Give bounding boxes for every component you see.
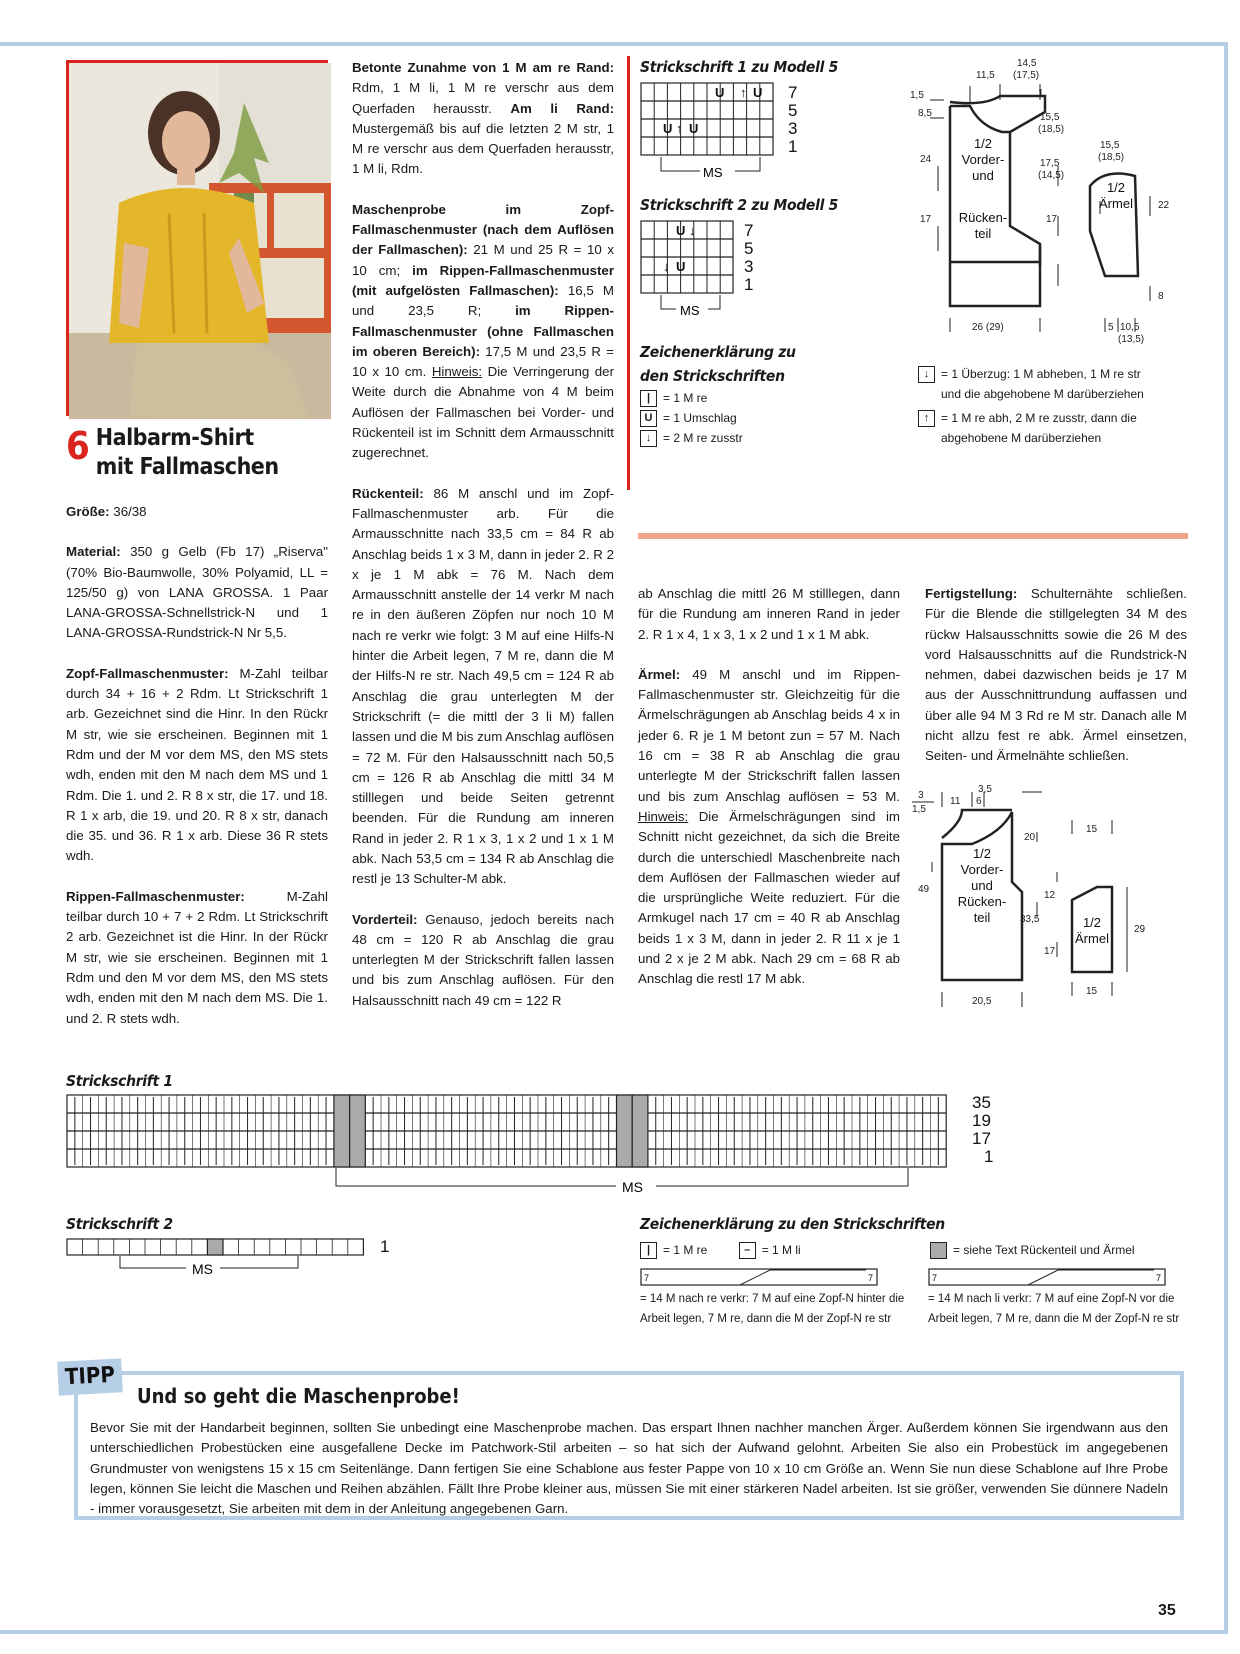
s2-row-1: 1 (380, 1237, 390, 1256)
cable-right-num-right: 7 (868, 1273, 874, 1283)
cable-right-symbol (640, 1268, 880, 1288)
s2-body-5: teil (973, 910, 991, 925)
column-3 (638, 584, 900, 1010)
svg-text:↓: ↓ (663, 259, 670, 274)
legend-2-right-l1: = 14 M nach re verkr: 7 M auf eine Zopf-N hinter die (640, 1293, 905, 1305)
s2-m-3: 3 (918, 790, 924, 801)
rippen-label: Rippen-Fallmaschenmuster: (66, 888, 245, 904)
schema-1-body-outline (950, 106, 1040, 306)
legend-2-cable-right (640, 1292, 904, 1326)
k2tog-symbol-icon: ↓ (640, 430, 657, 447)
legend-5-umschlag: = 1 Umschlag (663, 411, 737, 425)
cable-left-num-left: 7 (932, 1273, 938, 1283)
chart-5-1-title: Strickschrift 1 zu Modell 5 (640, 58, 838, 76)
chart-5-1-row-5: 5 (788, 101, 798, 120)
material-label: Material: (66, 544, 121, 560)
chart-5-1-row-3: 3 (788, 119, 798, 138)
s1-m-24: 24 (920, 154, 932, 165)
s1-body-5: teil (974, 226, 992, 241)
s1-m-top1: 14,5 (1017, 58, 1037, 69)
tipp-title: Und so geht die Maschenprobe! (137, 1384, 460, 1408)
s2-body-2: Vorder- (960, 862, 1004, 877)
chart-5-2-row-7: 7 (744, 221, 754, 240)
model-photo-illustration (69, 63, 331, 419)
material-text: 350 g Gelb (Fb 17) „Riserva" (70% Bio-Baumwolle, 30% Polyamid, LL = 125/50 g) von LANA GROSSA. 1 Paar LANA-GROSSA-Schnellstrick-N und 1 LANA-GROSSA-Rundstrick-N Nr 5,5. (66, 544, 328, 641)
s2-body-1: 1/2 (972, 846, 992, 861)
legend-5-zusstr: = 2 M re zusstr (663, 431, 743, 445)
s2-sleeve-2: Ärmel (1075, 931, 1109, 946)
s2-m-205: 20,5 (972, 996, 992, 1007)
strickschrift-1-title: Strickschrift 1 (66, 1072, 173, 1090)
strickschrift-2-ms: MS (192, 1261, 213, 1277)
s1-row-19: 19 (972, 1111, 991, 1130)
strickschrift-1-ms: MS (622, 1179, 643, 1195)
s1-s-105: 10,5 (1120, 322, 1140, 333)
s1-m-17l: 17 (920, 214, 932, 225)
grid-cell (350, 1095, 366, 1167)
zopf-label: Zopf-Fallmaschenmuster: (66, 665, 229, 681)
strickschrift-2 (66, 1238, 406, 1288)
s2-s-12: 12 (1044, 890, 1056, 901)
model-number: 6 (66, 424, 90, 468)
chart-5-1-row-1: 1 (788, 137, 798, 156)
column-2 (352, 58, 614, 1031)
legend-2-re: = 1 M re (663, 1243, 708, 1257)
legend-2-grey (930, 1240, 1135, 1260)
probe-label2: im Rippen-Fallmaschenmuster (mit aufgelösten Fallmaschen): (352, 262, 614, 298)
model-title-line2: mit Fallmaschen (95, 454, 279, 480)
legend-5-title-line1: Zeichenerklärung zu (640, 343, 796, 361)
legend-5-ueberzug-l1: = 1 Überzug: 1 M abheben, 1 M re str (941, 367, 1141, 381)
strickschrift-2-grid (67, 1239, 363, 1255)
chart-5-2-row-3: 3 (744, 257, 754, 276)
s1-m-185: (18,5) (1038, 124, 1065, 135)
svg-text:U: U (663, 121, 673, 136)
s1-m-15: 1,5 (910, 90, 924, 101)
probe-text3: 17,5 M und 23,5 R = 10 x 10 cm. (352, 343, 614, 380)
s2-m-335: 33,5 (1020, 914, 1040, 925)
strickschrift-1 (66, 1094, 1026, 1204)
column-4 (925, 584, 1187, 787)
s1-s-5: 5 (1108, 322, 1114, 333)
knit-symbol-icon: | (640, 1242, 657, 1259)
s1-m-26: 26 (29) (972, 322, 1004, 333)
legend-2-cable-left (928, 1292, 1179, 1326)
chart-5-1 (640, 82, 810, 182)
ruecken-text: 86 M anschl und im Zopf-Fallmaschenmuster arb. Für die Armausschnitte nach 33,5 cm = 84 R ab Anschlag beids 1 x 3 M, dann in jeder 2. R 2 x je 1 M abk = 76 M. Nach dem Armausschnitt anstelle der 14 verkr M nach re in den äußeren Zöpfen nur noch 10 M nach re verkr wie folgt: 3 M auf eine Hilfs-N hinter die Arbeit legen, 7 M re, dann die M der Hilfs-N re str. Nach 49,5 cm = 124 R ab Anschlag die grau unterlegten M der Strickschrift (= die mittl der 3 li M) fallen lassen und die M bis zum Anschlag auflösen = 72 M. Für den Halsausschnitt nach 50,5 cm = 126 R ab Anschlag die mittl 34 M stilllegen und beide Seiten getrennt beenden. Für die Rundung am inneren Rand in jeder 2. R 1 x 3, 1 x 2 und 1 x 1 M abk. Nach 53,5 cm = 134 R ab Anschlag die restl je 13 Schulter-M abk. (352, 485, 614, 887)
s1-s-135: (13,5) (1118, 334, 1145, 345)
s2-s-15bot: 15 (1086, 986, 1098, 997)
s1-m-1: 1 (1038, 88, 1044, 99)
svg-text:↓: ↓ (689, 223, 696, 238)
betont-label2: Am li Rand: (510, 100, 614, 116)
s2-sleeve-1: 1/2 (1082, 915, 1102, 930)
s2-m-20: 20 (1024, 832, 1036, 843)
legend-2-row (640, 1240, 801, 1260)
cable-left-num-right: 7 (1156, 1273, 1162, 1283)
strickschrift-1-grid (67, 1095, 946, 1167)
col3-hinweis-text: Die Ärmelschrägungen sind im Schnitt nicht gezeichnet, da sich die Breite durch die unterschiedl Maschenbreite nach dem Auflösen der Fallmaschen wieder auf die ursprüngliche Weite reduziert. Für die Armkugel nach 17 cm = 40 R ab Anschlag beids 1 x 3 M, dann in jeder 2. R 11 x je 1 und 2 x je 2 M abk. Nach 29 cm = 68 R ab Anschlag die restl 17 M abk. (638, 808, 900, 987)
grid-cell (617, 1095, 633, 1167)
vorder-label: Vorderteil: (352, 911, 418, 927)
s1-s-22: 22 (1158, 200, 1170, 211)
schema-2 (912, 782, 1192, 1022)
chart-5-2-row-1: 1 (744, 275, 754, 294)
legend-2-title: Zeichenerklärung zu den Strickschriften (640, 1215, 945, 1233)
page-number: 35 (1158, 1602, 1176, 1619)
hinweis-label: Hinweis: (431, 364, 483, 380)
svg-text:U: U (676, 259, 686, 274)
chart-5-1-row-7: 7 (788, 83, 798, 102)
divider-red (627, 56, 630, 490)
legend-2-left-l2: Arbeit legen, 7 M re, dann die M der Zopf-N re str (928, 1313, 1180, 1325)
s2-m-35: 3,5 (978, 784, 992, 795)
s2-m-49: 49 (918, 884, 930, 895)
probe-label: Maschenprobe im Zopf-Fallmaschenmuster (nach dem Auflösen der Fallmaschen): (352, 201, 614, 258)
svg-text:↑: ↑ (740, 85, 747, 100)
hinweis-text: Die Verringerung der Weite durch die Abnahme von 4 M beim Auflösen der Fallmaschen bei Vorder- und Rückenteil ist im Schnitt dem Armausschnitt zugerechnet. (352, 364, 614, 461)
legend-2-right-l2: Arbeit legen, 7 M re, dann die M der Zopf-N re str (640, 1313, 892, 1325)
s1-sleeve-2: Ärmel (1099, 196, 1133, 211)
chart-5-1-ms: MS (703, 165, 723, 180)
legend-5-abh-l2: abgehobene M darüberziehen (941, 431, 1102, 445)
s1-s-155: 15,5 (1100, 140, 1120, 151)
svg-text:↑: ↑ (676, 121, 683, 136)
s1-body-2: Vorder- (961, 152, 1005, 167)
s1-row-35: 35 (972, 1093, 991, 1112)
legend-5-title-line2: den Strickschriften (640, 367, 785, 385)
s1-s-8: 8 (1158, 291, 1164, 302)
legend-5-abh-l1: = 1 M re abh, 2 M re zusstr, dann die (941, 411, 1137, 425)
ruecken-label: Rückenteil: (352, 485, 424, 501)
col3-hinweis-label: Hinweis: (638, 808, 689, 824)
cable-right-num-left: 7 (644, 1273, 650, 1283)
chart-5-2 (640, 220, 760, 316)
probe-text2: 16,5 M und 23,5 R; (352, 282, 614, 319)
svg-text:U: U (676, 223, 686, 238)
column-1 (66, 502, 328, 1049)
fertig-text: Schulternähte schließen. Für die Blende die stillgelegten 34 M des rückw Halsausschnitts sowie die 26 M des vord Halsausschnitts auf die Rundstrick-N nehmen, dabei dazwischen beids je 17 M aus der Ausschnittrundung auffassen und über alle 94 M 3 Rd re M str. Danach alle M nicht allzu fest re abk. Ärmel einsetzen, Seiten- und Ärmelnähte schließen. (925, 586, 1187, 764)
model-photo (66, 60, 328, 416)
legend-2-li: = 1 M li (761, 1243, 801, 1257)
purl-symbol-icon: – (739, 1242, 756, 1259)
vorder-text: Genauso, jedoch bereits nach 48 cm = 120 R ab Anschlag die grau unterlegten M der Strickschrift fallen lassen und bis zum Anschlag auflösen. Für den Halsausschnitt nach 49 cm = 122 R (352, 911, 615, 1008)
s1-sleeve-1: 1/2 (1106, 180, 1126, 195)
s1-m-155a: 15,5 (1040, 112, 1060, 123)
legend-5-ueberzug-l2: und die abgehobene M darüberziehen (941, 387, 1144, 401)
s2-m-11: 11 (950, 796, 961, 807)
yarnover-symbol-icon: U (640, 410, 657, 427)
betont-text2: Mustergemäß bis auf die letzten 2 M str, 1 M re verschr aus dem Querfaden herausstr, 1 M li, Rdm. (352, 120, 614, 177)
legend-5-left (640, 388, 743, 448)
fertig-label: Fertigstellung: (925, 586, 1018, 601)
page-frame-top (0, 42, 1228, 46)
grid-cell (334, 1095, 350, 1167)
schema-1 (910, 56, 1210, 345)
s1-row-17: 17 (972, 1129, 991, 1148)
rippen-text: M-Zahl teilbar durch 10 + 7 + 2 Rdm. Lt Strickschrift 2 arb. Gezeichnet ist die Hinr. In der Rückr M str, wie sie erscheinen. Beginnen mit 1 Rdm und den M vor dem MS, den MS stets wdh, enden mit den M nach dem MS. Die 1. und 2. R stets wdh. (66, 888, 328, 1026)
page-frame-bottom (0, 1630, 1228, 1634)
betont-text1: Rdm, 1 M li, 1 M re verschr aus dem Querfaden herausstr. (352, 80, 614, 116)
s2-body-3: und (971, 878, 993, 893)
legend-5-right (918, 364, 1144, 448)
legend-5-title (640, 340, 796, 388)
s1-m-top2: (17,5) (1013, 70, 1040, 81)
size-label: Größe: (66, 504, 110, 519)
s2-m-15: 1,5 (912, 804, 926, 815)
s1-m-17r: 17 (1046, 214, 1058, 225)
tipp-badge: TIPP (57, 1358, 123, 1395)
s1-m-115: 11,5 (976, 70, 995, 81)
legend-2-left-l1: = 14 M nach li verkr: 7 M auf eine Zopf-N vor die (928, 1293, 1175, 1305)
size-value: 36/38 (113, 504, 147, 519)
tipp-text: Bevor Sie mit der Handarbeit beginnen, sollten Sie unbedingt eine Maschenprobe machen. Das erspart Ihnen nachher manchen Ärger. Außerdem können Sie irgendwann aus den unterschiedlichen Probestücken eine ausgefallene Decke im Patchwork-Stil arbeiten – so hat sich der Aufwand gelohnt. Arbeiten Sie also ein Probestück im angegebenen Grundmuster von wenigstens 15 x 15 cm Seitenlänge. Dann fertigen Sie eine Schablone aus fester Pappe von 10 x 10 cm Größe an. Wenn Sie nun diese Schablone auf Ihre Probe legen, können Sie leicht die Maschen und Reihen abzählen. Fällt Ihre Probe kleiner aus, müssen Sie mit einer stärkeren Nadel arbeiten. Ist sie größer, verwenden Sie dünnere Nadeln - immer vorausgesetzt, Sie arbeiten mit dem in der Anleitung angegebenen Garn. (90, 1420, 1168, 1517)
s1-m-85: 8,5 (918, 108, 932, 119)
aermel-text: 49 M anschl und im Rippen-Fallmaschenmuster str. Gleichzeitig für die Ärmelschrägungen ab Anschlag beids 4 x in jeder 6. R je 1 M betont zun = 57 M. Nach 16 cm = 38 R ab Anschlag die grau unterlegte M der Strickschrift fallen lassen und bis zum Anschlag auflösen = 53 M. (638, 666, 900, 804)
betont-label: Betonte Zunahme von 1 M am re Rand: (352, 60, 614, 75)
svg-text:U: U (753, 85, 763, 100)
grid-cell (632, 1095, 648, 1167)
model-title-line1: Halbarm-Shirt (95, 425, 254, 451)
s2-s-15top: 15 (1086, 824, 1098, 835)
s2-s-29: 29 (1134, 924, 1146, 935)
s1-body-3: und (972, 168, 994, 183)
probe-label3: im Rippen-Fallmaschenmuster (ohne Fallmaschen im oberen Bereich): (352, 303, 614, 359)
s1-m-175: 17,5 (1040, 158, 1060, 169)
grey-symbol-icon (930, 1242, 947, 1259)
chart-5-2-row-5: 5 (744, 239, 754, 258)
zopf-text: M-Zahl teilbar durch 34 + 16 + 2 Rdm. Lt Strickschrift 1 arb. Gezeichnet sind die Hinr. In den Rückr M str, wie sie erscheinen. Beginnen mit 1 Rdm und der M vor dem MS, den MS stets wdh, enden mit den M nach dem MS und 1 Rdm. Die 1. und 2. R 8 x str, die 17. und 18. R 1 x arb, die 19. und 20. R 8 x str, danach die 35. und 36. R 1 x arb. Diese 36 R stets wdh. (66, 665, 328, 864)
grid-cell (207, 1239, 223, 1255)
model-title (66, 424, 328, 482)
col3-text1: ab Anschlag die mittl 26 M stilllegen, dann für die Rundung am inneren Rand in jeder 2. R 1 x 4, 1 x 3, 1 x 2 und 1 x 1 M abk. (638, 586, 900, 642)
sk2p-symbol-icon: ↑ (918, 410, 935, 427)
s2-s-17: 17 (1044, 946, 1056, 957)
s1-s-185: (18,5) (1098, 152, 1125, 163)
s1-body-4: Rücken- (958, 210, 1008, 225)
s1-m-145: (14,5) (1038, 170, 1065, 181)
probe-text1: 21 M und 25 R = 10 x 10 cm; (352, 242, 614, 278)
svg-text:U: U (715, 85, 725, 100)
strickschrift-2-title: Strickschrift 2 (66, 1215, 173, 1233)
aermel-label: Ärmel: (638, 666, 681, 682)
cable-left-symbol (928, 1268, 1168, 1288)
s2-body-4: Rücken- (957, 894, 1007, 909)
page-frame-right (1224, 42, 1228, 1634)
s1-body-1: 1/2 (973, 136, 993, 151)
divider-orange (638, 533, 1188, 539)
chart-5-2-title: Strickschrift 2 zu Modell 5 (640, 196, 838, 214)
ssk-symbol-icon: ↓ (918, 366, 935, 383)
svg-text:U: U (689, 121, 699, 136)
legend-2-grau: = siehe Text Rückenteil und Ärmel (953, 1243, 1135, 1257)
knit-symbol-icon: | (640, 390, 657, 407)
legend-5-re: = 1 M re (663, 391, 708, 405)
s2-m-6: 6 (976, 796, 982, 807)
s1-row-1: 1 (984, 1147, 994, 1166)
chart-5-2-ms: MS (680, 303, 700, 318)
